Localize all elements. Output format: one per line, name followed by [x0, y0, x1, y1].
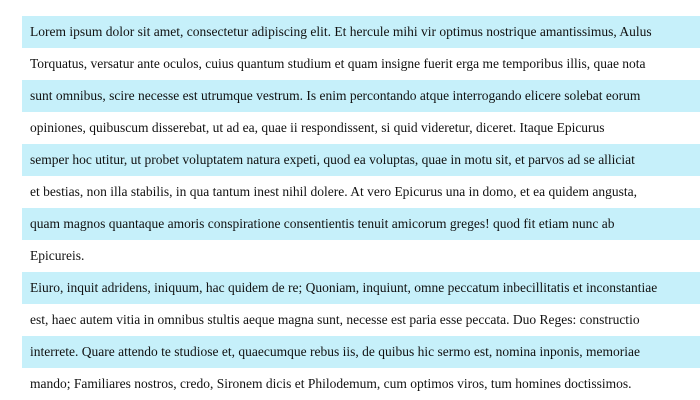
text-line-8: Epicureis. [30, 248, 85, 263]
text-line-3: sunt omnibus, scire necesse est utrumque vestrum. Is enim percontando atque interrogando elicere solebat eorum [22, 80, 700, 112]
text-line-10: est, haec autem vitia in omnibus stultis aeque magna sunt, necesse est paria esse peccata. Duo Reges: constructio [30, 312, 640, 327]
text-line-12: mando; Familiares nostros, credo, Sironem dicis et Philodemum, cum optimos viros, tum homines doctissimos. [30, 376, 632, 391]
text-line-2: Torquatus, versatur ante oculos, cuius quantum studium et quam insigne fuerit erga me temporibus illis, quae nota [30, 56, 646, 71]
text-line-4: opiniones, quibuscum disserebat, ut ad ea, quae ii respondissent, si quid videretur, diceret. Itaque Epicurus [30, 120, 605, 135]
text-block [22, 16, 700, 400]
text-line-6: et bestias, non illa stabilis, in qua tantum inest nihil dolere. At vero Epicurus una in domo, et ea quidem angusta, [30, 184, 638, 199]
text-line-11: interrete. Quare attendo te studiose et, quaecumque rebus iis, de quibus hic sermo est, nomina inponis, memoriae [22, 336, 700, 368]
text-line-1: Lorem ipsum dolor sit amet, consectetur adipiscing elit. Et hercule mihi vir optimus nostrique amantissimus, Aulus [22, 16, 700, 48]
text-line-7: quam magnos quantaque amoris conspiratione consentientis tenuit amicorum greges! quod fit etiam nunc ab [22, 208, 700, 240]
text-line-5: semper hoc utitur, ut probet voluptatem natura expeti, quod ea voluptas, quae in motu sit, et parvos ad se alliciat [22, 144, 700, 176]
text-line-9: Eiuro, inquit adridens, iniquum, hac quidem de re; Quoniam, inquiunt, omne peccatum inbecillitatis et inconstantiae [22, 272, 700, 304]
